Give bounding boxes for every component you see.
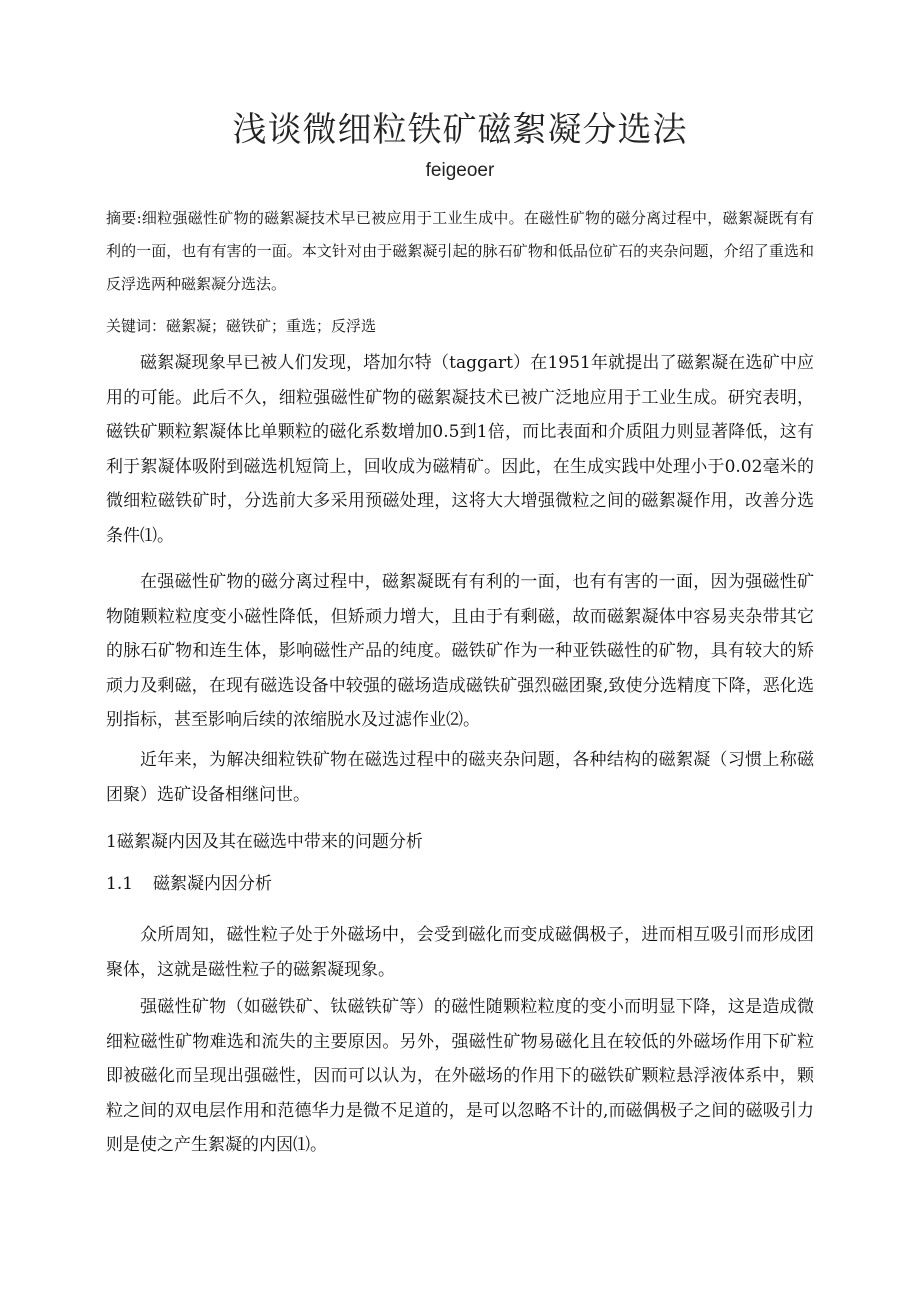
author-name: feigeoer xyxy=(425,160,495,181)
body-paragraph-2: 在强磁性矿物的磁分离过程中，磁絮凝既有有利的一面，也有有害的一面，因为强磁性矿物随颗粒粒度变小磁性降低，但矫顽力增大，且由于有剩磁，故而磁絮凝体中容易夹杂带其它的脉石矿物和连生体，影响磁性产品的纯度。磁铁矿作为一种亚铁磁性的矿物，具有较大的矫顽力及剩磁，在现有磁选设备中较强的磁场造成磁铁矿强烈磁团聚,致使分选精度下降，恶化选别指标，甚至影响后续的浓缩脱水及过滤作业⑵。 xyxy=(106,572,814,730)
section-number: 1.1 xyxy=(106,874,134,894)
paper-title: 浅谈微细粒铁矿磁絮凝分选法 xyxy=(232,110,688,150)
body-paragraph-4: 众所周知，磁性粒子处于外磁场中，会受到磁化而变成磁偶极子，进而相互吸引而形成团聚体，这就是磁性粒子的磁絮凝现象。 xyxy=(106,925,814,980)
section-title: 磁絮凝内因分析 xyxy=(153,874,273,894)
section-heading-1: 1磁絮凝内因及其在磁选中带来的问题分析 xyxy=(106,832,423,852)
abstract: 摘要:细粒强磁性矿物的磁絮凝技术早已被应用于工业生成中。在磁性矿物的磁分离过程中，磁絮凝既有有利的一面，也有有害的一面。本文针对由于磁絮凝引起的脉石矿物和低品位矿石的夹杂问题，介绍了重选和反浮选两种磁絮凝分选法。 xyxy=(106,209,814,293)
keywords: 关键词：磁絮凝；磁铁矿；重选；反浮选 xyxy=(106,317,377,335)
section-heading-1-1 xyxy=(106,870,814,898)
body-paragraph-5: 强磁性矿物（如磁铁矿、钛磁铁矿等）的磁性随颗粒粒度的变小而明显下降，这是造成微细粒磁性矿物难选和流失的主要原因。另外，强磁性矿物易磁化且在较低的外磁场作用下矿粒即被磁化而呈现出强磁性，因而可以认为，在外磁场的作用下的磁铁矿颗粒悬浮液体系中，颗粒之间的双电层作用和范德华力是微不足道的，是可以忽略不计的,而磁偶极子之间的磁吸引力则是使之产生絮凝的内因⑴。 xyxy=(106,997,814,1155)
body-paragraph-3: 近年来，为解决细粒铁矿物在磁选过程中的磁夹杂问题，各种结构的磁絮凝（习惯上称磁团聚）选矿设备相继问世。 xyxy=(106,750,814,805)
body-paragraph-1: 磁絮凝现象早已被人们发现，塔加尔特（taggart）在1951年就提出了磁絮凝在选矿中应用的可能。此后不久，细粒强磁性矿物的磁絮凝技术已被广泛地应用于工业生成。研究表明，磁铁矿颗粒絮凝体比单颗粒的磁化系数增加0.5到1倍，而比表面和介质阻力则显著降低，这有利于絮凝体吸附到磁选机短筒上，回收成为磁精矿。因此，在生成实践中处理小于0.02毫米的微细粒磁铁矿时，分选前大多采用预磁处理，这将大大增强微粒之间的磁絮凝作用，改善分选条件⑴。 xyxy=(106,353,814,546)
